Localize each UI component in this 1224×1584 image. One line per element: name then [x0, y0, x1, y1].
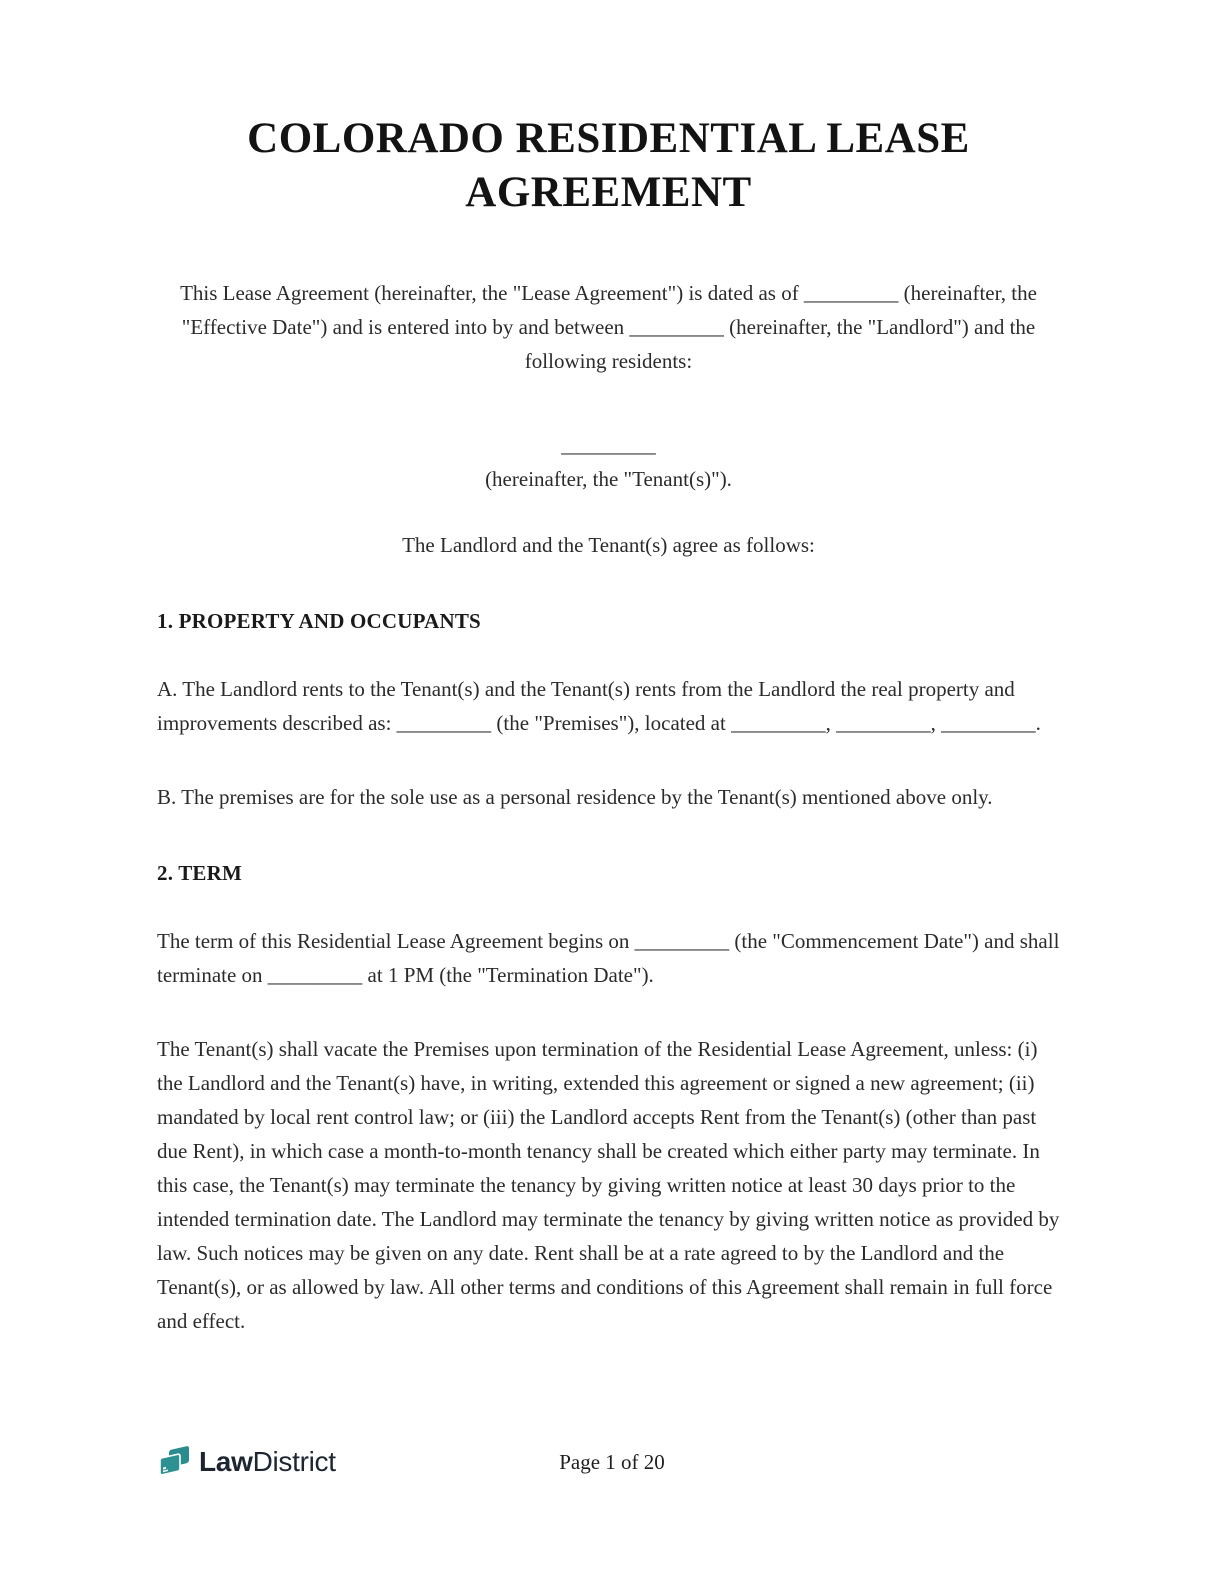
page-footer	[157, 1438, 1067, 1486]
agreement-lead-in: The Landlord and the Tenant(s) agree as follows:	[402, 533, 815, 558]
intro-paragraph: This Lease Agreement (hereinafter, the "Lease Agreement") is dated as of _________ (hereinafter, the "Effective Date") and is entered into by and between _________ (hereinafter, the "Landlord") and the following residents:	[180, 281, 1037, 374]
document-title: COLORADO RESIDENTIAL LEASE AGREEMENT	[247, 115, 970, 217]
section-2-paragraph-2: The Tenant(s) shall vacate the Premises upon termination of the Residential Lease Agreement, unless: (i) the Landlord and the Tenant(s) have, in writing, extended this agreement or signed a new agreement; (ii) mandated by local rent control law; or (iii) the Landlord accepts Rent from the Tenant(s) (other than past due Rent), in which case a month-to-month tenancy shall be created which either party may terminate. In this case, the Tenant(s) may terminate the tenancy by giving written notice at least 30 days prior to the intended termination date. The Landlord may terminate the tenancy by giving written notice as provided by law. Such notices may be given on any date. Rent shall be at a rate agreed to by the Landlord and the Tenant(s), or as allowed by law. All other terms and conditions of this Agreement shall remain in full force and effect.	[157, 1037, 1060, 1334]
section-1-paragraph-b: B. The premises are for the sole use as a personal residence by the Tenant(s) mentioned above only.	[157, 785, 993, 810]
lawdistrict-icon	[157, 1443, 193, 1481]
lawdistrict-logo	[157, 1443, 336, 1481]
section-2-heading: 2. TERM	[157, 861, 243, 886]
lawdistrict-wordmark	[199, 1446, 336, 1478]
logo-law-text: Law	[199, 1446, 253, 1477]
tenant-name-block	[157, 428, 1060, 496]
page-number: Page 1 of 20	[559, 1449, 665, 1474]
section-1-heading: 1. PROPERTY AND OCCUPANTS	[157, 609, 481, 634]
section-2-paragraph-1: The term of this Residential Lease Agreement begins on _________ (the "Commencement Date") and shall terminate on _________ at 1 PM (the "Termination Date").	[157, 929, 1060, 988]
section-1-paragraph-a: A. The Landlord rents to the Tenant(s) and the Tenant(s) rents from the Landlord the real property and improvements described as: _________ (the "Premises"), located at _________, _________, _________.	[157, 677, 1041, 736]
tenant-designation-line: (hereinafter, the "Tenant(s)").	[485, 467, 732, 492]
logo-district-text: District	[252, 1446, 336, 1477]
tenant-name-blank: _________	[561, 433, 656, 458]
